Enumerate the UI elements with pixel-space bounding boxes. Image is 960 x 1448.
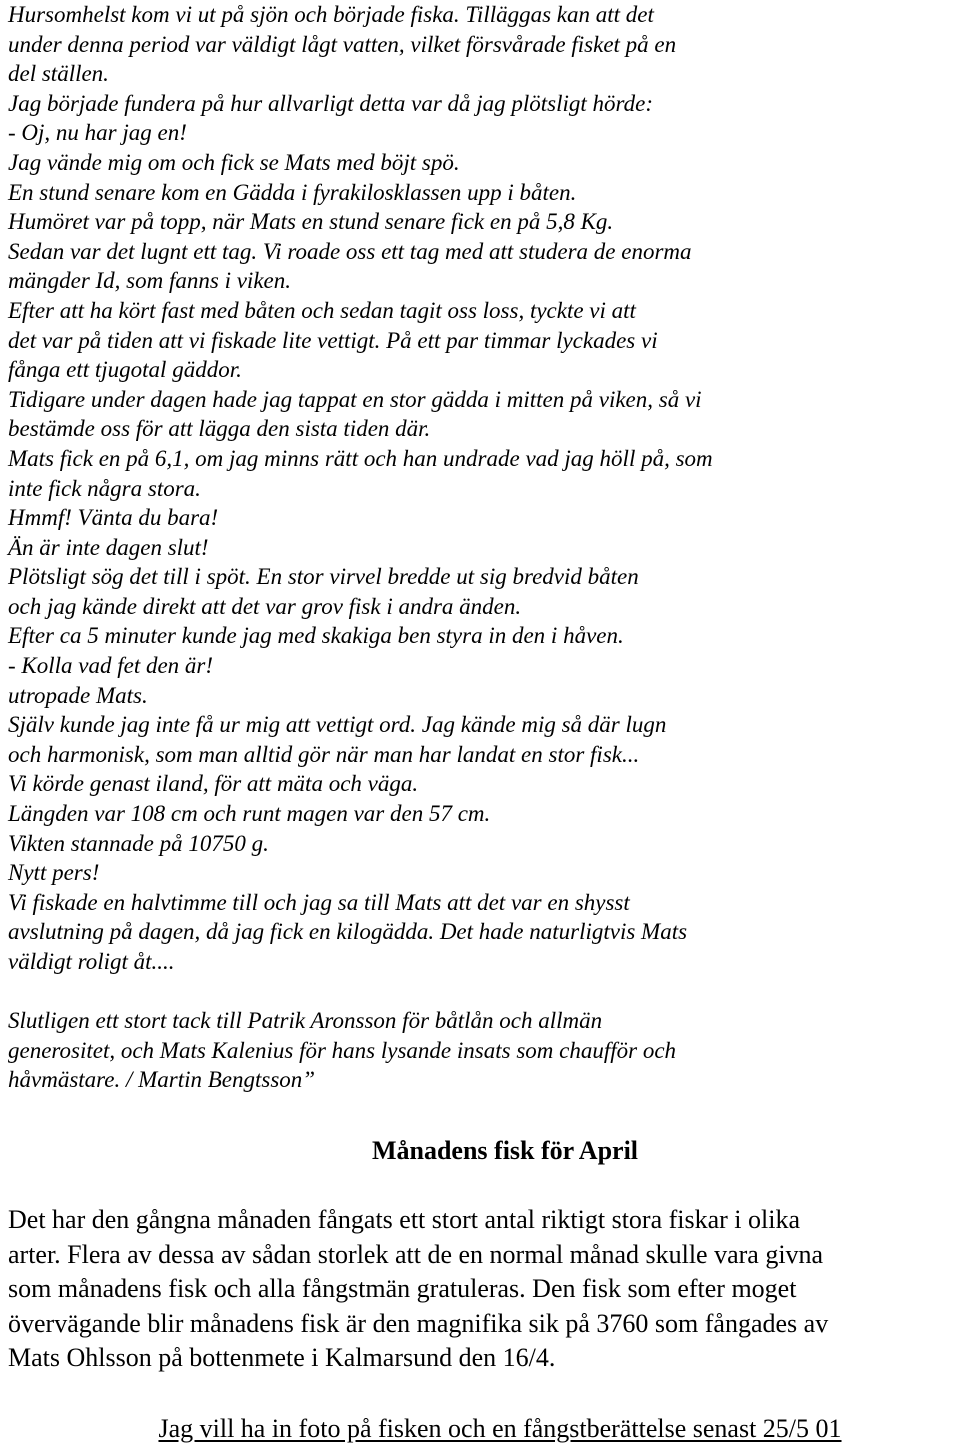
story-line: Vi körde genast iland, för att mäta och väga. [8, 771, 419, 797]
section-body-line: arter. Flera av dessa av sådan storlek att de en normal månad skulle vara givna [8, 1239, 824, 1269]
section-body-line: Mats Ohlsson på bottenmete i Kalmarsund den 16/4. [8, 1343, 556, 1373]
thanks-line: generositet, och Mats Kalenius för hans lysande insats som chaufför och [8, 1037, 677, 1063]
section-body-line: Det har den gångna månaden fångats ett stort antal riktigt stora fiskar i olika [8, 1205, 801, 1234]
story-line: Jag vände mig om och fick se Mats med böjt spö. [8, 149, 460, 175]
story-line: Vi fiskade en halvtimme till och jag sa till Mats att det var en shysst [8, 889, 630, 915]
story-line: Humöret var på topp, när Mats en stund senare fick en på 5,8 Kg. [8, 209, 614, 235]
section-body [8, 1203, 958, 1376]
story-line: det var på tiden att vi fiskade lite vettigt. På ett par timmar lyckades vi [8, 327, 658, 353]
story-line: Hmmf! Vänta du bara! [8, 505, 219, 531]
thanks-line: håvmästare. / Martin Bengtsson” [8, 1067, 316, 1093]
story-line: avslutning på dagen, då jag fick en kilogädda. Det hade naturligtvis Mats [8, 919, 688, 945]
section-body-line: övervägande blir månadens fisk är den magnifika sik på 3760 som fångades av [8, 1308, 829, 1338]
story-line: Efter att ha kört fast med båten och sedan tagit oss loss, tyckte vi att [8, 297, 636, 323]
story-line: Själv kunde jag inte få ur mig att vettigt ord. Jag kände mig så där lugn [8, 712, 667, 738]
story-line: och harmonisk, som man alltid gör när man har landat en stor fisk... [8, 741, 640, 767]
story-line: Plötsligt sög det till i spöt. En stor virvel bredde ut sig bredvid båten [8, 564, 639, 590]
paragraph-gap [8, 977, 713, 1007]
story-line: mängder Id, som fanns i viken. [8, 268, 291, 294]
footer-note: Jag vill ha in foto på fisken och en fångstberättelse senast 25/5 01 [158, 1414, 842, 1443]
story-line: Tidigare under dagen hade jag tappat en stor gädda i mitten på viken, så vi [8, 386, 702, 412]
story-line: Mats fick en på 6,1, om jag minns rätt och han undrade vad jag höll på, som [8, 445, 713, 471]
story-line: Vikten stannade på 10750 g. [8, 830, 269, 856]
story-line: Jag började fundera på hur allvarligt detta var då jag plötsligt hörde: [8, 90, 654, 116]
story-line: En stund senare kom en Gädda i fyrakilosklassen upp i båten. [8, 179, 577, 205]
story-line: del ställen. [8, 61, 109, 87]
section-body-line: som månadens fisk och alla fångstmän gratuleras. Den fisk som efter moget [8, 1274, 797, 1304]
story-line: under denna period var väldigt lågt vatten, vilket försvårade fisket på en [8, 31, 677, 57]
story-line: - Oj, nu har jag en! [8, 120, 187, 146]
story-line: Sedan var det lugnt ett tag. Vi roade oss ett tag med att studera de enorma [8, 238, 692, 264]
story-line: bestämde oss för att lägga den sista tiden där. [8, 416, 431, 442]
story-line: väldigt roligt åt.... [8, 949, 175, 974]
section-heading: Månadens fisk för April [371, 1136, 639, 1165]
thanks-line: Slutligen ett stort tack till Patrik Aronsson för båtlån och allmän [8, 1008, 603, 1034]
story-line: inte fick några stora. [8, 475, 201, 501]
story-line: Hursomhelst kom vi ut på sjön och började fiska. Tilläggas kan att det [8, 2, 654, 27]
story-line: utropade Mats. [8, 682, 148, 708]
story-text [8, 0, 713, 1095]
story-line: Längden var 108 cm och runt magen var den 57 cm. [8, 801, 491, 827]
story-line: Nytt pers! [8, 860, 100, 886]
story-line: Efter ca 5 minuter kunde jag med skakiga ben styra in den i håven. [8, 623, 624, 649]
story-line: och jag kände direkt att det var grov fisk i andra änden. [8, 593, 522, 619]
story-line: fånga ett tjugotal gäddor. [8, 357, 242, 383]
story-line: Än är inte dagen slut! [8, 534, 209, 560]
story-line: - Kolla vad fet den är! [8, 653, 214, 679]
